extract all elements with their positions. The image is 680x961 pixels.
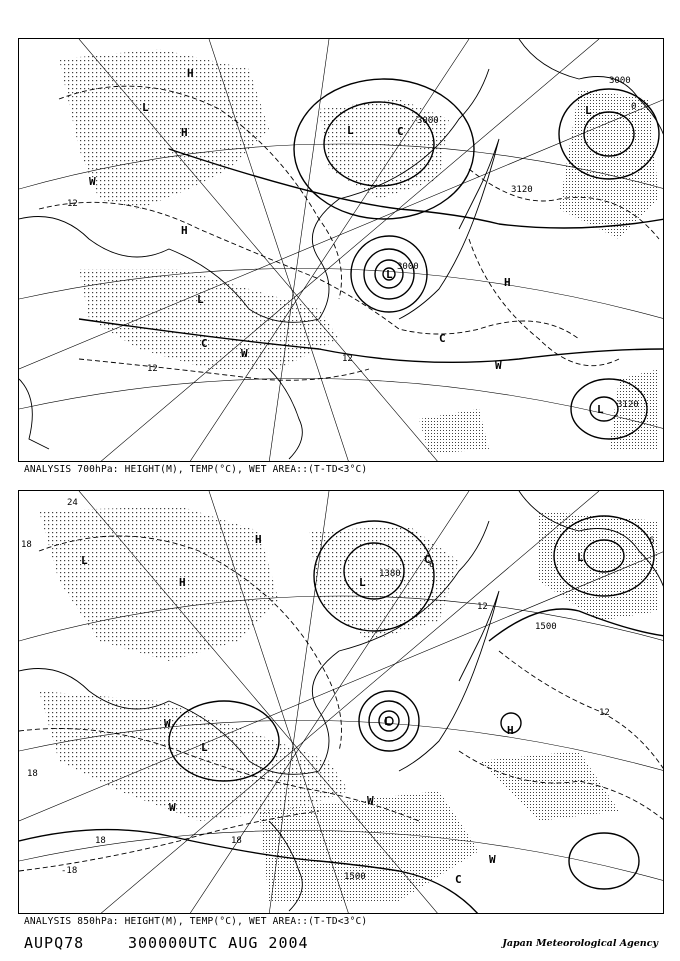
contour-label: 3120 bbox=[617, 400, 639, 410]
contour-label: 6 bbox=[429, 560, 435, 570]
map-850hpa-svg bbox=[19, 491, 664, 914]
high-pressure-label: H bbox=[179, 576, 186, 589]
map-700hpa-caption: ANALYSIS 700hPa: HEIGHT(M), TEMP(°C), WET AREA::(T-TD<3°C) bbox=[24, 464, 368, 475]
agency-name: Japan Meteorological Agency bbox=[502, 938, 658, 949]
contour-label: 12 bbox=[67, 199, 78, 209]
contour-label: 24 bbox=[67, 498, 78, 508]
low-pressure-label: L bbox=[577, 551, 584, 564]
chart-code: AUPQ78 bbox=[24, 934, 85, 952]
contour-label: 18 bbox=[21, 540, 32, 550]
contour-label: 12 bbox=[147, 364, 158, 374]
contour-label: 12 bbox=[599, 708, 610, 718]
warm-region-label: W bbox=[89, 175, 96, 188]
cold-region-label: C bbox=[439, 332, 446, 345]
map-panel-850hpa bbox=[18, 490, 664, 914]
high-pressure-label: H bbox=[187, 67, 194, 80]
high-pressure-label: H bbox=[181, 126, 188, 139]
cold-region-label: C bbox=[201, 337, 208, 350]
contour-label: 3000 bbox=[397, 262, 419, 272]
low-pressure-label: L bbox=[359, 576, 366, 589]
contour-label: 1500 bbox=[344, 872, 366, 882]
cold-region-label: C bbox=[455, 873, 462, 886]
warm-region-label: W bbox=[169, 801, 176, 814]
map-850hpa-caption: ANALYSIS 850hPa: HEIGHT(M), TEMP(°C), WET AREA::(T-TD<3°C) bbox=[24, 916, 368, 927]
warm-region-label: W bbox=[495, 359, 502, 372]
contour-label: 3000 bbox=[417, 116, 439, 126]
warm-region-label: W bbox=[241, 347, 248, 360]
contour-label: 1500 bbox=[535, 622, 557, 632]
analysis-time: 300000UTC AUG 2004 bbox=[128, 934, 309, 952]
contour-label: 3120 bbox=[511, 185, 533, 195]
map-700hpa-svg bbox=[19, 39, 664, 462]
contour-label: 18 bbox=[231, 836, 242, 846]
high-pressure-label: H bbox=[181, 224, 188, 237]
contour-label: 6 bbox=[649, 536, 655, 546]
low-pressure-label: L bbox=[347, 124, 354, 137]
contour-label: 12 bbox=[342, 354, 353, 364]
cold-region-label: C bbox=[397, 125, 404, 138]
contour-label: -18 bbox=[61, 866, 78, 876]
contour-label: 3000 bbox=[609, 76, 631, 86]
low-pressure-label: L bbox=[585, 104, 592, 117]
contour-label: 1380 bbox=[379, 569, 401, 579]
low-pressure-label: L bbox=[597, 403, 604, 416]
low-pressure-label: L bbox=[81, 554, 88, 567]
contour-label: 18 bbox=[95, 836, 106, 846]
map-panel-700hpa bbox=[18, 38, 664, 462]
high-pressure-label: H bbox=[255, 533, 262, 546]
contour-label: 18 bbox=[27, 769, 38, 779]
low-pressure-label: L bbox=[384, 715, 391, 728]
high-pressure-label: H bbox=[504, 276, 511, 289]
cold-region-label: C bbox=[424, 553, 431, 566]
contour-label: 12 bbox=[477, 602, 488, 612]
low-pressure-label: L bbox=[201, 741, 208, 754]
wet-area-shading bbox=[39, 506, 659, 901]
warm-region-label: W bbox=[367, 794, 374, 807]
contour-label: 0 bbox=[631, 102, 637, 112]
high-pressure-label: H bbox=[507, 724, 514, 737]
low-pressure-label: L bbox=[197, 293, 204, 306]
warm-region-label: W bbox=[489, 853, 496, 866]
low-pressure-label: L bbox=[142, 101, 149, 114]
warm-region-label: W bbox=[164, 717, 171, 730]
low-pressure-label: L bbox=[386, 268, 393, 281]
